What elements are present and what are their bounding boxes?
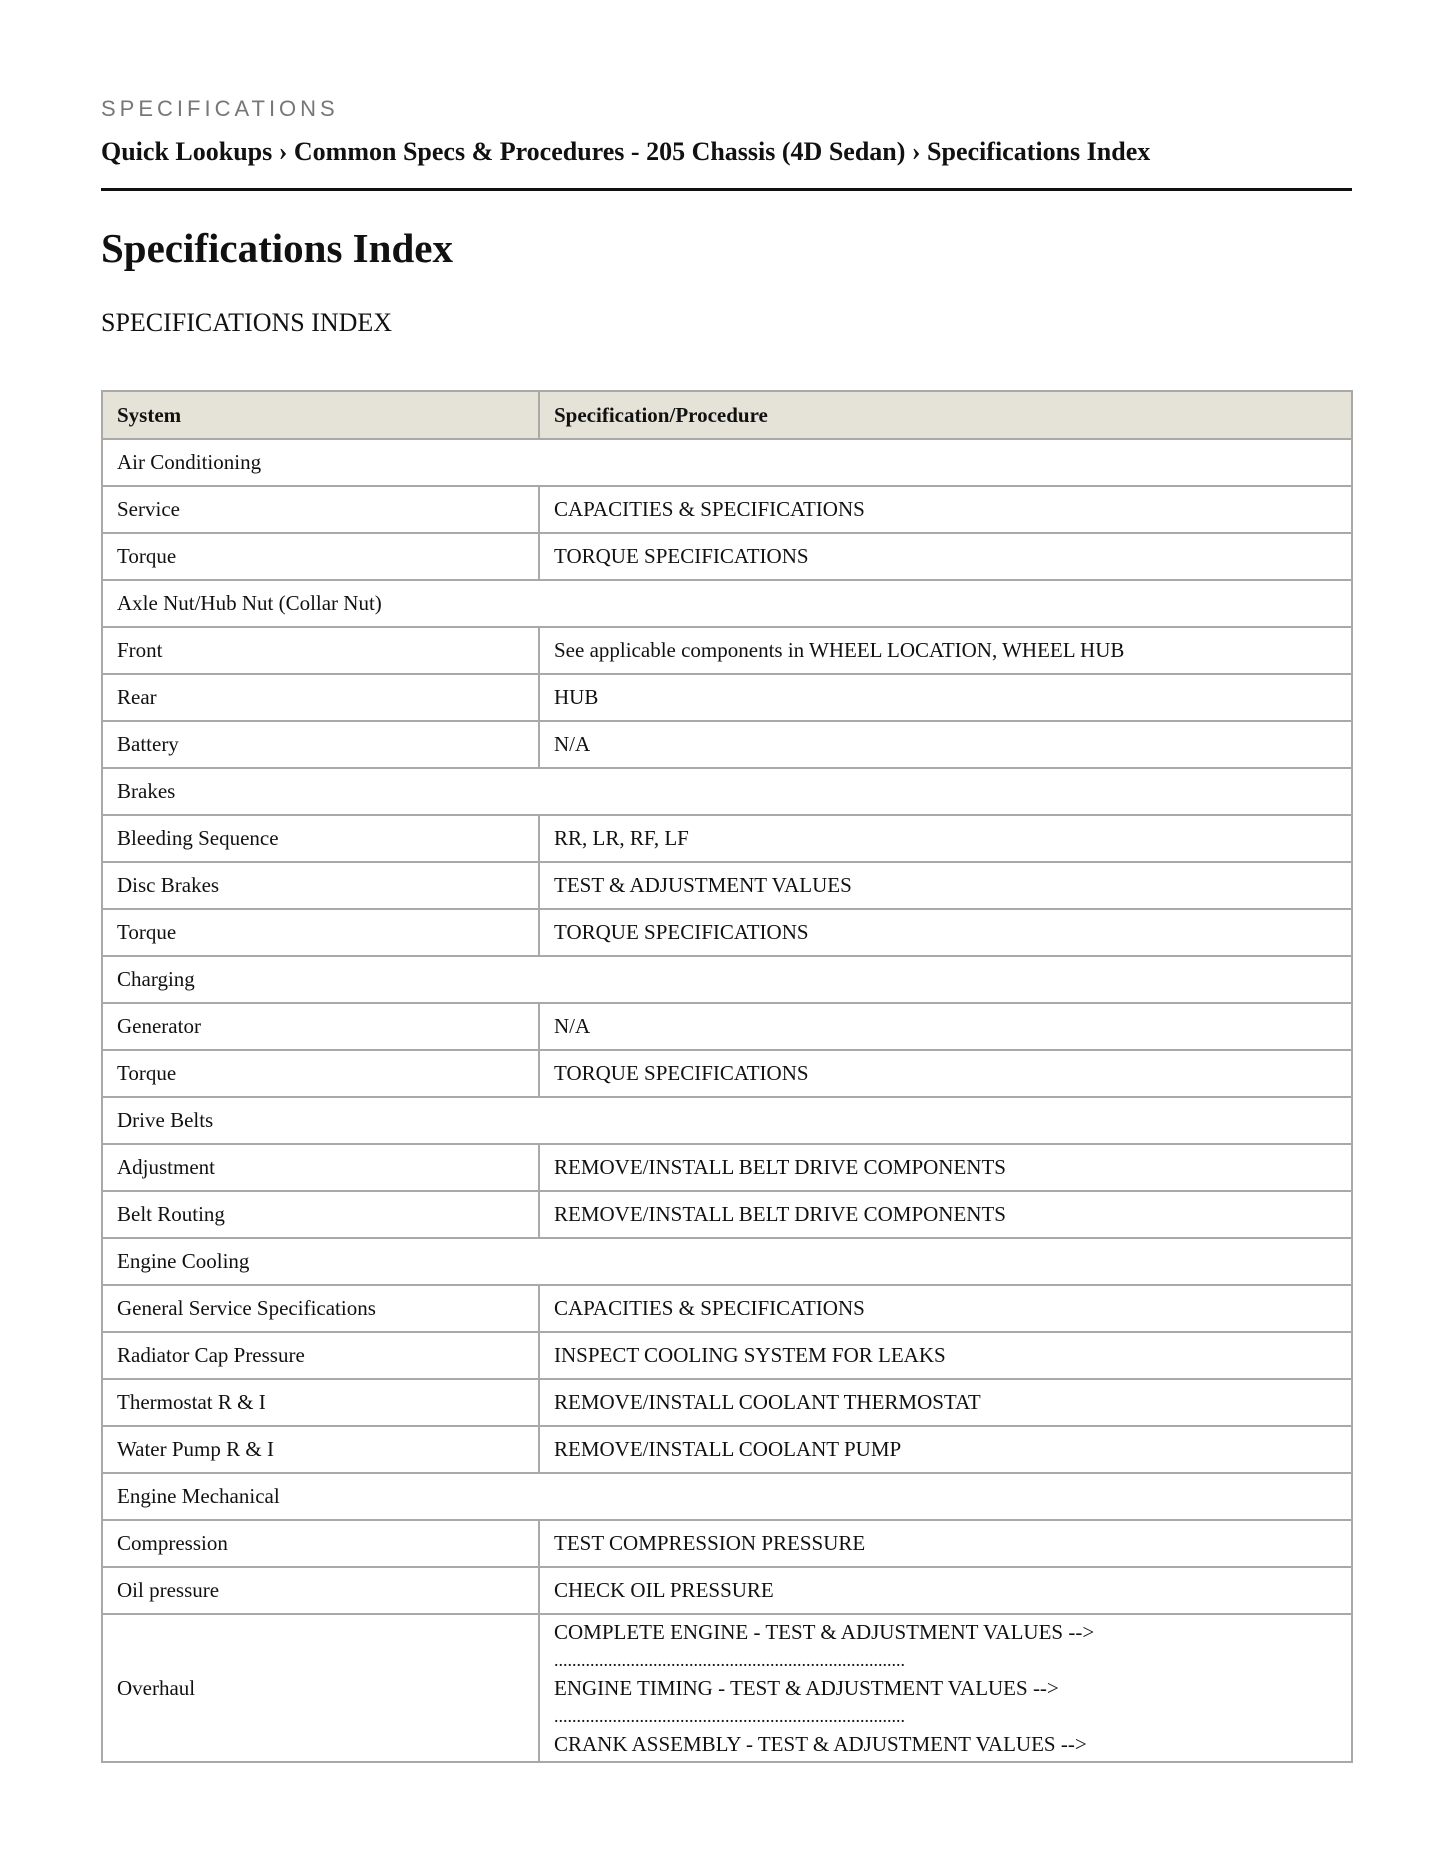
section-heading: SPECIFICATIONS INDEX	[101, 308, 393, 337]
table-category-row	[102, 1097, 1352, 1144]
system-cell: Adjustment	[102, 1144, 539, 1191]
spec-link[interactable]: COMPLETE ENGINE - TEST & ADJUSTMENT VALUES -->	[554, 1620, 1095, 1644]
table-row	[102, 1332, 1352, 1379]
system-cell: Compression	[102, 1520, 539, 1567]
system-cell: Battery	[102, 721, 539, 768]
system-cell: Oil pressure	[102, 1567, 539, 1614]
spec-link[interactable]: CRANK ASSEMBLY - TEST & ADJUSTMENT VALUES -->	[554, 1732, 1087, 1756]
specifications-table	[101, 390, 1353, 1763]
table-row	[102, 533, 1352, 580]
spec-cell[interactable]: See applicable components in WHEEL LOCATION, WHEEL HUB	[539, 627, 1352, 674]
spec-cell[interactable]: CAPACITIES & SPECIFICATIONS	[539, 486, 1352, 533]
spec-cell[interactable]: CAPACITIES & SPECIFICATIONS	[539, 1285, 1352, 1332]
table-row	[102, 627, 1352, 674]
system-cell: Torque	[102, 533, 539, 580]
table-row	[102, 1379, 1352, 1426]
spec-cell[interactable]: REMOVE/INSTALL BELT DRIVE COMPONENTS	[539, 1144, 1352, 1191]
spec-cell[interactable]: REMOVE/INSTALL COOLANT PUMP	[539, 1426, 1352, 1473]
spec-cell[interactable]: TEST COMPRESSION PRESSURE	[539, 1520, 1352, 1567]
spec-cell	[539, 1614, 1352, 1762]
table-category-row	[102, 1238, 1352, 1285]
table-body	[102, 439, 1352, 1762]
spec-cell[interactable]: TORQUE SPECIFICATIONS	[539, 533, 1352, 580]
table-row	[102, 721, 1352, 768]
spec-cell[interactable]: RR, LR, RF, LF	[539, 815, 1352, 862]
table-row	[102, 909, 1352, 956]
system-category: Brakes	[102, 768, 1352, 815]
system-cell: Torque	[102, 909, 539, 956]
system-category: Drive Belts	[102, 1097, 1352, 1144]
system-category: Axle Nut/Hub Nut (Collar Nut)	[102, 580, 1352, 627]
system-cell: Disc Brakes	[102, 862, 539, 909]
table-row	[102, 1520, 1352, 1567]
spec-cell[interactable]: TEST & ADJUSTMENT VALUES	[539, 862, 1352, 909]
spec-cell[interactable]: INSPECT COOLING SYSTEM FOR LEAKS	[539, 1332, 1352, 1379]
spec-cell[interactable]: N/A	[539, 721, 1352, 768]
table-row	[102, 862, 1352, 909]
column-header-system: System	[102, 391, 539, 439]
table-row	[102, 815, 1352, 862]
system-cell: Overhaul	[102, 1614, 539, 1762]
table-row	[102, 1426, 1352, 1473]
system-cell: Belt Routing	[102, 1191, 539, 1238]
system-cell: Water Pump R & I	[102, 1426, 539, 1473]
table-category-row	[102, 580, 1352, 627]
page-title: Specifications Index	[101, 225, 453, 271]
table-row	[102, 1144, 1352, 1191]
table-row	[102, 486, 1352, 533]
column-header-spec: Specification/Procedure	[539, 391, 1352, 439]
system-cell: Generator	[102, 1003, 539, 1050]
spec-link[interactable]: ENGINE TIMING - TEST & ADJUSTMENT VALUES -->	[554, 1676, 1059, 1700]
system-category: Charging	[102, 956, 1352, 1003]
system-cell: Radiator Cap Pressure	[102, 1332, 539, 1379]
table-row	[102, 1191, 1352, 1238]
dot-leader: ..............................................................................	[554, 1706, 905, 1726]
system-cell: Bleeding Sequence	[102, 815, 539, 862]
breadcrumb[interactable]: Quick Lookups › Common Specs & Procedures - 205 Chassis (4D Sedan) › Specifications Index	[101, 137, 1151, 166]
spec-cell[interactable]: N/A	[539, 1003, 1352, 1050]
system-category: Engine Mechanical	[102, 1473, 1352, 1520]
spec-cell[interactable]: REMOVE/INSTALL COOLANT THERMOSTAT	[539, 1379, 1352, 1426]
table-row	[102, 1050, 1352, 1097]
system-cell: Torque	[102, 1050, 539, 1097]
table-category-row	[102, 439, 1352, 486]
section-eyebrow: SPECIFICATIONS	[101, 96, 339, 121]
table-category-row	[102, 956, 1352, 1003]
system-cell: Service	[102, 486, 539, 533]
table-row	[102, 1285, 1352, 1332]
table-row	[102, 1614, 1352, 1762]
table-row	[102, 674, 1352, 721]
dot-leader: ..............................................................................	[554, 1650, 905, 1670]
spec-cell[interactable]: HUB	[539, 674, 1352, 721]
header-divider	[101, 188, 1352, 191]
system-cell: General Service Specifications	[102, 1285, 539, 1332]
table-row	[102, 1567, 1352, 1614]
table-row	[102, 1003, 1352, 1050]
system-cell: Rear	[102, 674, 539, 721]
system-category: Air Conditioning	[102, 439, 1352, 486]
system-category: Engine Cooling	[102, 1238, 1352, 1285]
table-header-row	[102, 391, 1352, 439]
spec-cell[interactable]: REMOVE/INSTALL BELT DRIVE COMPONENTS	[539, 1191, 1352, 1238]
spec-cell[interactable]: TORQUE SPECIFICATIONS	[539, 1050, 1352, 1097]
spec-cell[interactable]: CHECK OIL PRESSURE	[539, 1567, 1352, 1614]
system-cell: Front	[102, 627, 539, 674]
system-cell: Thermostat R & I	[102, 1379, 539, 1426]
table-category-row	[102, 1473, 1352, 1520]
table-category-row	[102, 768, 1352, 815]
spec-cell[interactable]: TORQUE SPECIFICATIONS	[539, 909, 1352, 956]
